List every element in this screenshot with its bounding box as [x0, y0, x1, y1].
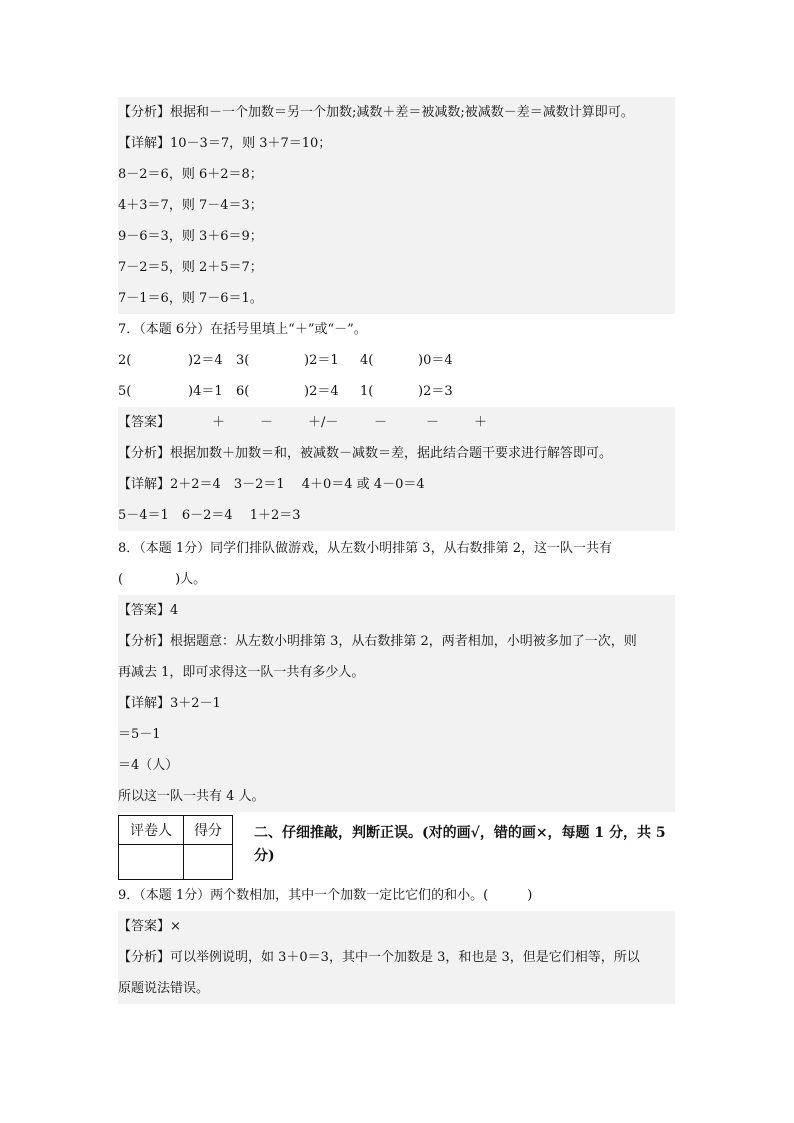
q7-answer-sign: － — [260, 415, 274, 430]
q8-analysis: 【分析】根据题意：从左数小明排第 3，从右数排第 2，两者相加，小明被多加了一次，则 — [118, 626, 675, 657]
q7-answer-sign: － — [426, 415, 440, 430]
answer-label: 【答案】 — [118, 415, 171, 430]
q7-blank-close: )2＝1 — [304, 353, 339, 368]
q6-analysis: 【分析】根据和－一个加数＝另一个加数;减数＋差＝被减数;被减数－差＝减数计算即可。 — [118, 97, 675, 128]
q6-detail-line: 4＋3＝7，则 7－4＝3； — [118, 190, 675, 221]
score-cell — [184, 845, 233, 880]
q7-detail: 【详解】2＋2＝4 3－2＝1 4＋0＝4 或 4－0＝4 — [118, 469, 675, 500]
q7-blank-open: 4( — [360, 353, 374, 368]
q7-blank-close: )4＝1 — [188, 384, 223, 399]
q7-answer-sign: ＋/－ — [308, 415, 339, 430]
q7-blank-open: 1( — [360, 384, 374, 399]
q7-analysis: 【分析】根据加数＋加数＝和，被减数－减数＝差，据此结合题干要求进行解答即可。 — [118, 438, 675, 469]
q8-step: ＝5－1 — [118, 719, 675, 750]
q6-detail-line: 7－1＝6，则 7－6＝1。 — [118, 283, 675, 314]
q8-step: ＝4（人） — [118, 750, 675, 781]
q8-detail: 【详解】3＋2－1 — [118, 688, 675, 719]
q7-blank-close: )2＝4 — [304, 384, 339, 399]
q7-blank-open: 6( — [236, 384, 250, 399]
q7-answer-sign: － — [374, 415, 388, 430]
q8-conclusion: 所以这一队一共有 4 人。 — [118, 781, 675, 812]
section-heading: 二、仔细推敲，判断正误。(对的画√，错的画×，每题 1 分，共 5 分) — [254, 825, 666, 864]
q7-row-1 — [118, 345, 675, 376]
q7-row-2 — [118, 376, 675, 407]
q7-question: 7．（本题 6分）在括号里填上“＋”或“－”。 — [118, 322, 367, 337]
q7-blank-open: 3( — [236, 353, 250, 368]
q6-detail-line: 9－6＝3，则 3＋6＝9； — [118, 221, 675, 252]
q7-blank-close: )0＝4 — [418, 353, 453, 368]
q6-detail-line: 7－2＝5，则 2＋5＝7； — [118, 252, 675, 283]
q7-blank-open: 2( — [118, 353, 132, 368]
q7-answer-sign: ＋ — [474, 415, 488, 430]
q7-answer — [118, 407, 675, 438]
grader-header: 评卷人 — [119, 816, 184, 845]
q7-blank-close: )2＝4 — [188, 353, 223, 368]
q9-analysis-cont: 原题说法错误。 — [118, 973, 675, 1004]
grader-cell — [119, 845, 184, 880]
q8-question: 8．（本题 1分）同学们排队做游戏，从左数小明排第 3，从右数排第 2，这一队一共有 — [118, 541, 612, 556]
q6-detail: 【详解】10－3＝7，则 3＋7＝10； — [118, 128, 675, 159]
q9-question: 9．（本题 1分）两个数相加，其中一个加数一定比它们的和小。( ) — [118, 888, 533, 903]
q7-detail-line: 5－4＝1 6－2＝4 1＋2＝3 — [118, 500, 675, 531]
q6-detail-line: 8－2＝6，则 6＋2＝8； — [118, 159, 675, 190]
q8-blank: ( )人。 — [118, 572, 207, 587]
q8-analysis-cont: 再减去 1，即可求得这一队一共有多少人。 — [118, 657, 675, 688]
score-header: 得分 — [184, 816, 233, 845]
q9-answer: 【答案】× — [118, 911, 675, 942]
q7-blank-close: )2＝3 — [418, 384, 453, 399]
q9-analysis: 【分析】可以举例说明，如 3＋0＝3，其中一个加数是 3，和也是 3，但是它们相等，所以 — [118, 942, 675, 973]
score-table — [118, 815, 233, 880]
q7-answer-sign: ＋ — [212, 415, 226, 430]
q8-answer: 【答案】4 — [118, 595, 675, 626]
q7-blank-open: 5( — [118, 384, 132, 399]
